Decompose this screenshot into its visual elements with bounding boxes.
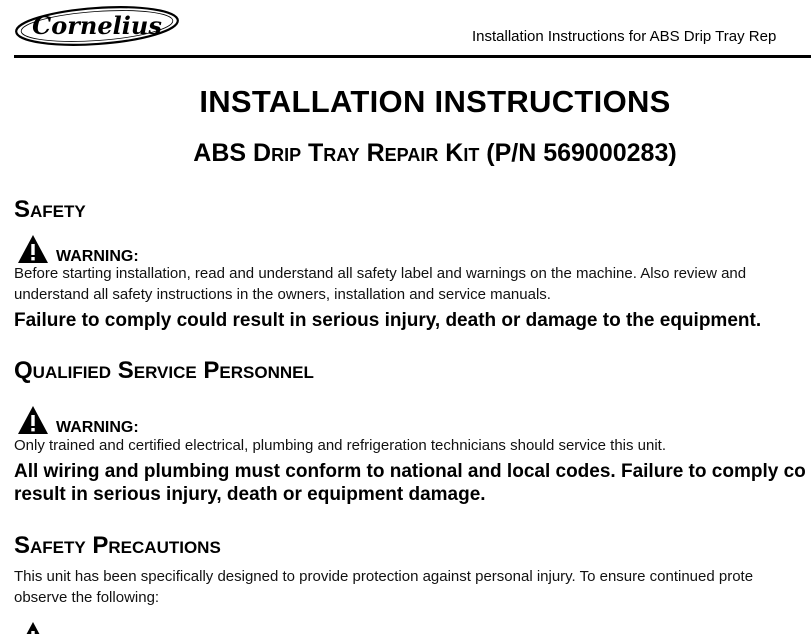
qualified-note-line2: result in serious injury, death or equipment damage. <box>14 484 486 505</box>
section-heading-safety: Safety <box>14 196 86 223</box>
warning-label: WARNING: <box>56 248 139 265</box>
warning-triangle-icon <box>17 405 49 435</box>
warning-triangle-icon <box>17 621 49 634</box>
section-heading-precautions: Safety Precautions <box>14 532 221 559</box>
qualified-body-line1: Only trained and certified electrical, plumbing and refrigeration technicians should service this unit. <box>14 437 667 454</box>
safety-note: Failure to comply could result in serious injury, death or damage to the equipment. <box>14 310 762 331</box>
qualified-note-line1: All wiring and plumbing must conform to national and local codes. Failure to comply co <box>14 461 806 482</box>
warning-block-qualified <box>17 405 139 435</box>
safety-body-line1: Before starting installation, read and understand all safety label and warnings on the machine. Also review and <box>14 265 747 282</box>
document-label: Installation Instructions for ABS Drip Tray Rep <box>472 28 777 45</box>
cornelius-logo <box>14 5 180 47</box>
page-title: INSTALLATION INSTRUCTIONS <box>199 84 671 119</box>
warning-triangle-icon <box>17 234 49 264</box>
precautions-body-line1: This unit has been specifically designed to provide protection against personal injury. To ensure continued prote <box>14 568 754 585</box>
warning-label: WARNING: <box>56 419 139 436</box>
page-subtitle: ABS Drip Tray Repair Kit (P/N 569000283) <box>193 139 677 167</box>
logo-wordmark: Cornelius <box>32 11 162 40</box>
warning-block-precautions <box>17 621 49 634</box>
precautions-body-line2: observe the following: <box>14 589 160 606</box>
header-divider <box>14 55 811 58</box>
warning-block-safety <box>17 234 139 264</box>
safety-body-line2: understand all safety instructions in the owners, installation and service manuals. <box>14 286 551 303</box>
section-heading-qualified: Qualified Service Personnel <box>14 357 314 384</box>
